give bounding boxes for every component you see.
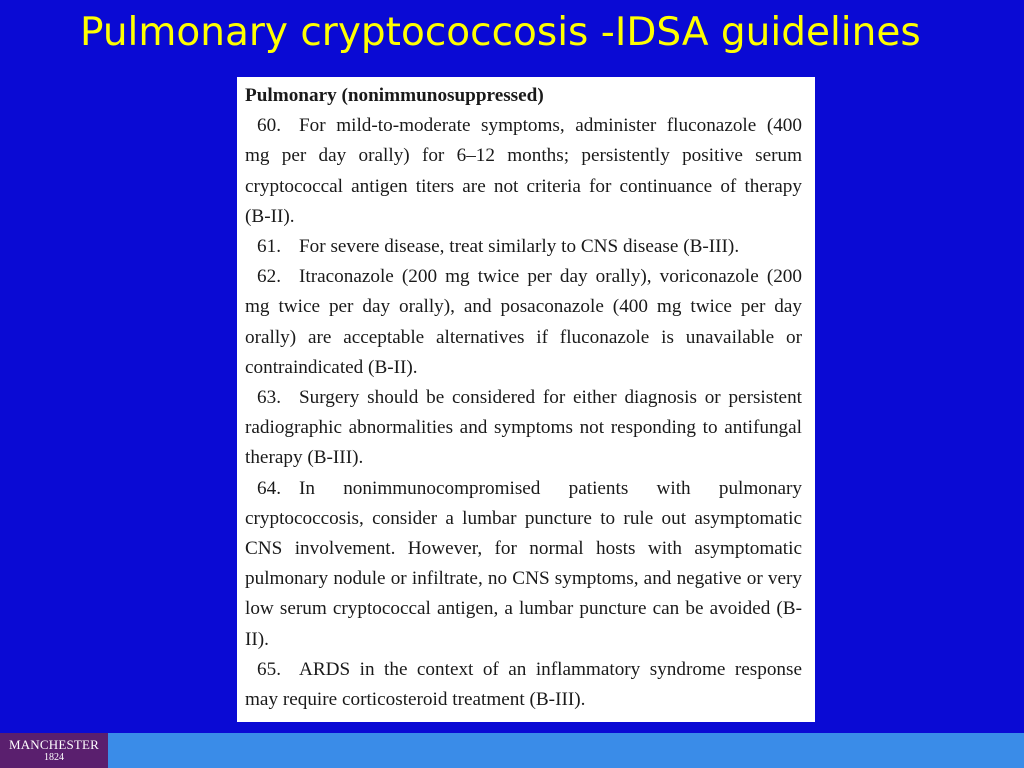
recommendation-60 <box>245 111 802 232</box>
recommendation-text: In nonimmunocompromised patients with pulmonary cryptococcosis, consider a lumbar puncture to rule out asymptomatic CNS involvement. However, for normal hosts with asymptomatic pulmonary nodule or infiltrate, no CNS symptoms, and negative or very low serum cryptococcal antigen, a lumbar puncture can be avoided (B-II). <box>245 477 802 650</box>
slide-title: Pulmonary cryptococcosis -IDSA guidelines <box>80 10 921 55</box>
recommendation-number: 61. <box>257 236 281 258</box>
recommendation-number: 64. <box>257 477 281 499</box>
logo-year: 1824 <box>44 752 64 763</box>
recommendation-number: 65. <box>257 658 281 680</box>
recommendation-number: 60. <box>257 115 281 137</box>
recommendation-text: For mild-to-moderate symptoms, administer fluconazole (400 mg per day orally) for 6–12 months; persistently positive serum cryptococcal antigen titers are not criteria for continuance of therapy (B-II). <box>245 115 802 227</box>
recommendation-number: 62. <box>257 266 281 288</box>
recommendation-61 <box>245 232 802 262</box>
recommendation-text: Surgery should be considered for either diagnosis or persistent radiographic abnormalities and symptoms not responding to antifungal therapy (B-III). <box>245 387 802 469</box>
section-heading <box>245 81 802 111</box>
recommendation-63 <box>245 383 802 474</box>
recommendation-text: For severe disease, treat similarly to CNS disease (B-III). <box>299 236 740 258</box>
recommendation-number: 63. <box>257 387 281 409</box>
footer-bar <box>0 733 1024 768</box>
recommendation-text: ARDS in the context of an inflammatory syndrome response may require corticosteroid treatment (B-III). <box>245 658 802 711</box>
logo-name: MANCHESTER <box>8 737 100 752</box>
recommendation-65 <box>245 655 802 715</box>
section-heading-main: Pulmonary <box>245 85 337 106</box>
university-logo <box>0 733 108 768</box>
section-heading-qualifier: (nonimmunosuppressed) <box>341 85 544 106</box>
guideline-excerpt <box>237 77 815 722</box>
recommendation-64 <box>245 474 802 655</box>
recommendation-62 <box>245 262 802 383</box>
recommendation-text: Itraconazole (200 mg twice per day orally), voriconazole (200 mg twice per day orally), and posaconazole (400 mg twice per day orally) are acceptable alternatives if fluconazole is unavailable or contraindicated (B-II). <box>245 266 802 378</box>
